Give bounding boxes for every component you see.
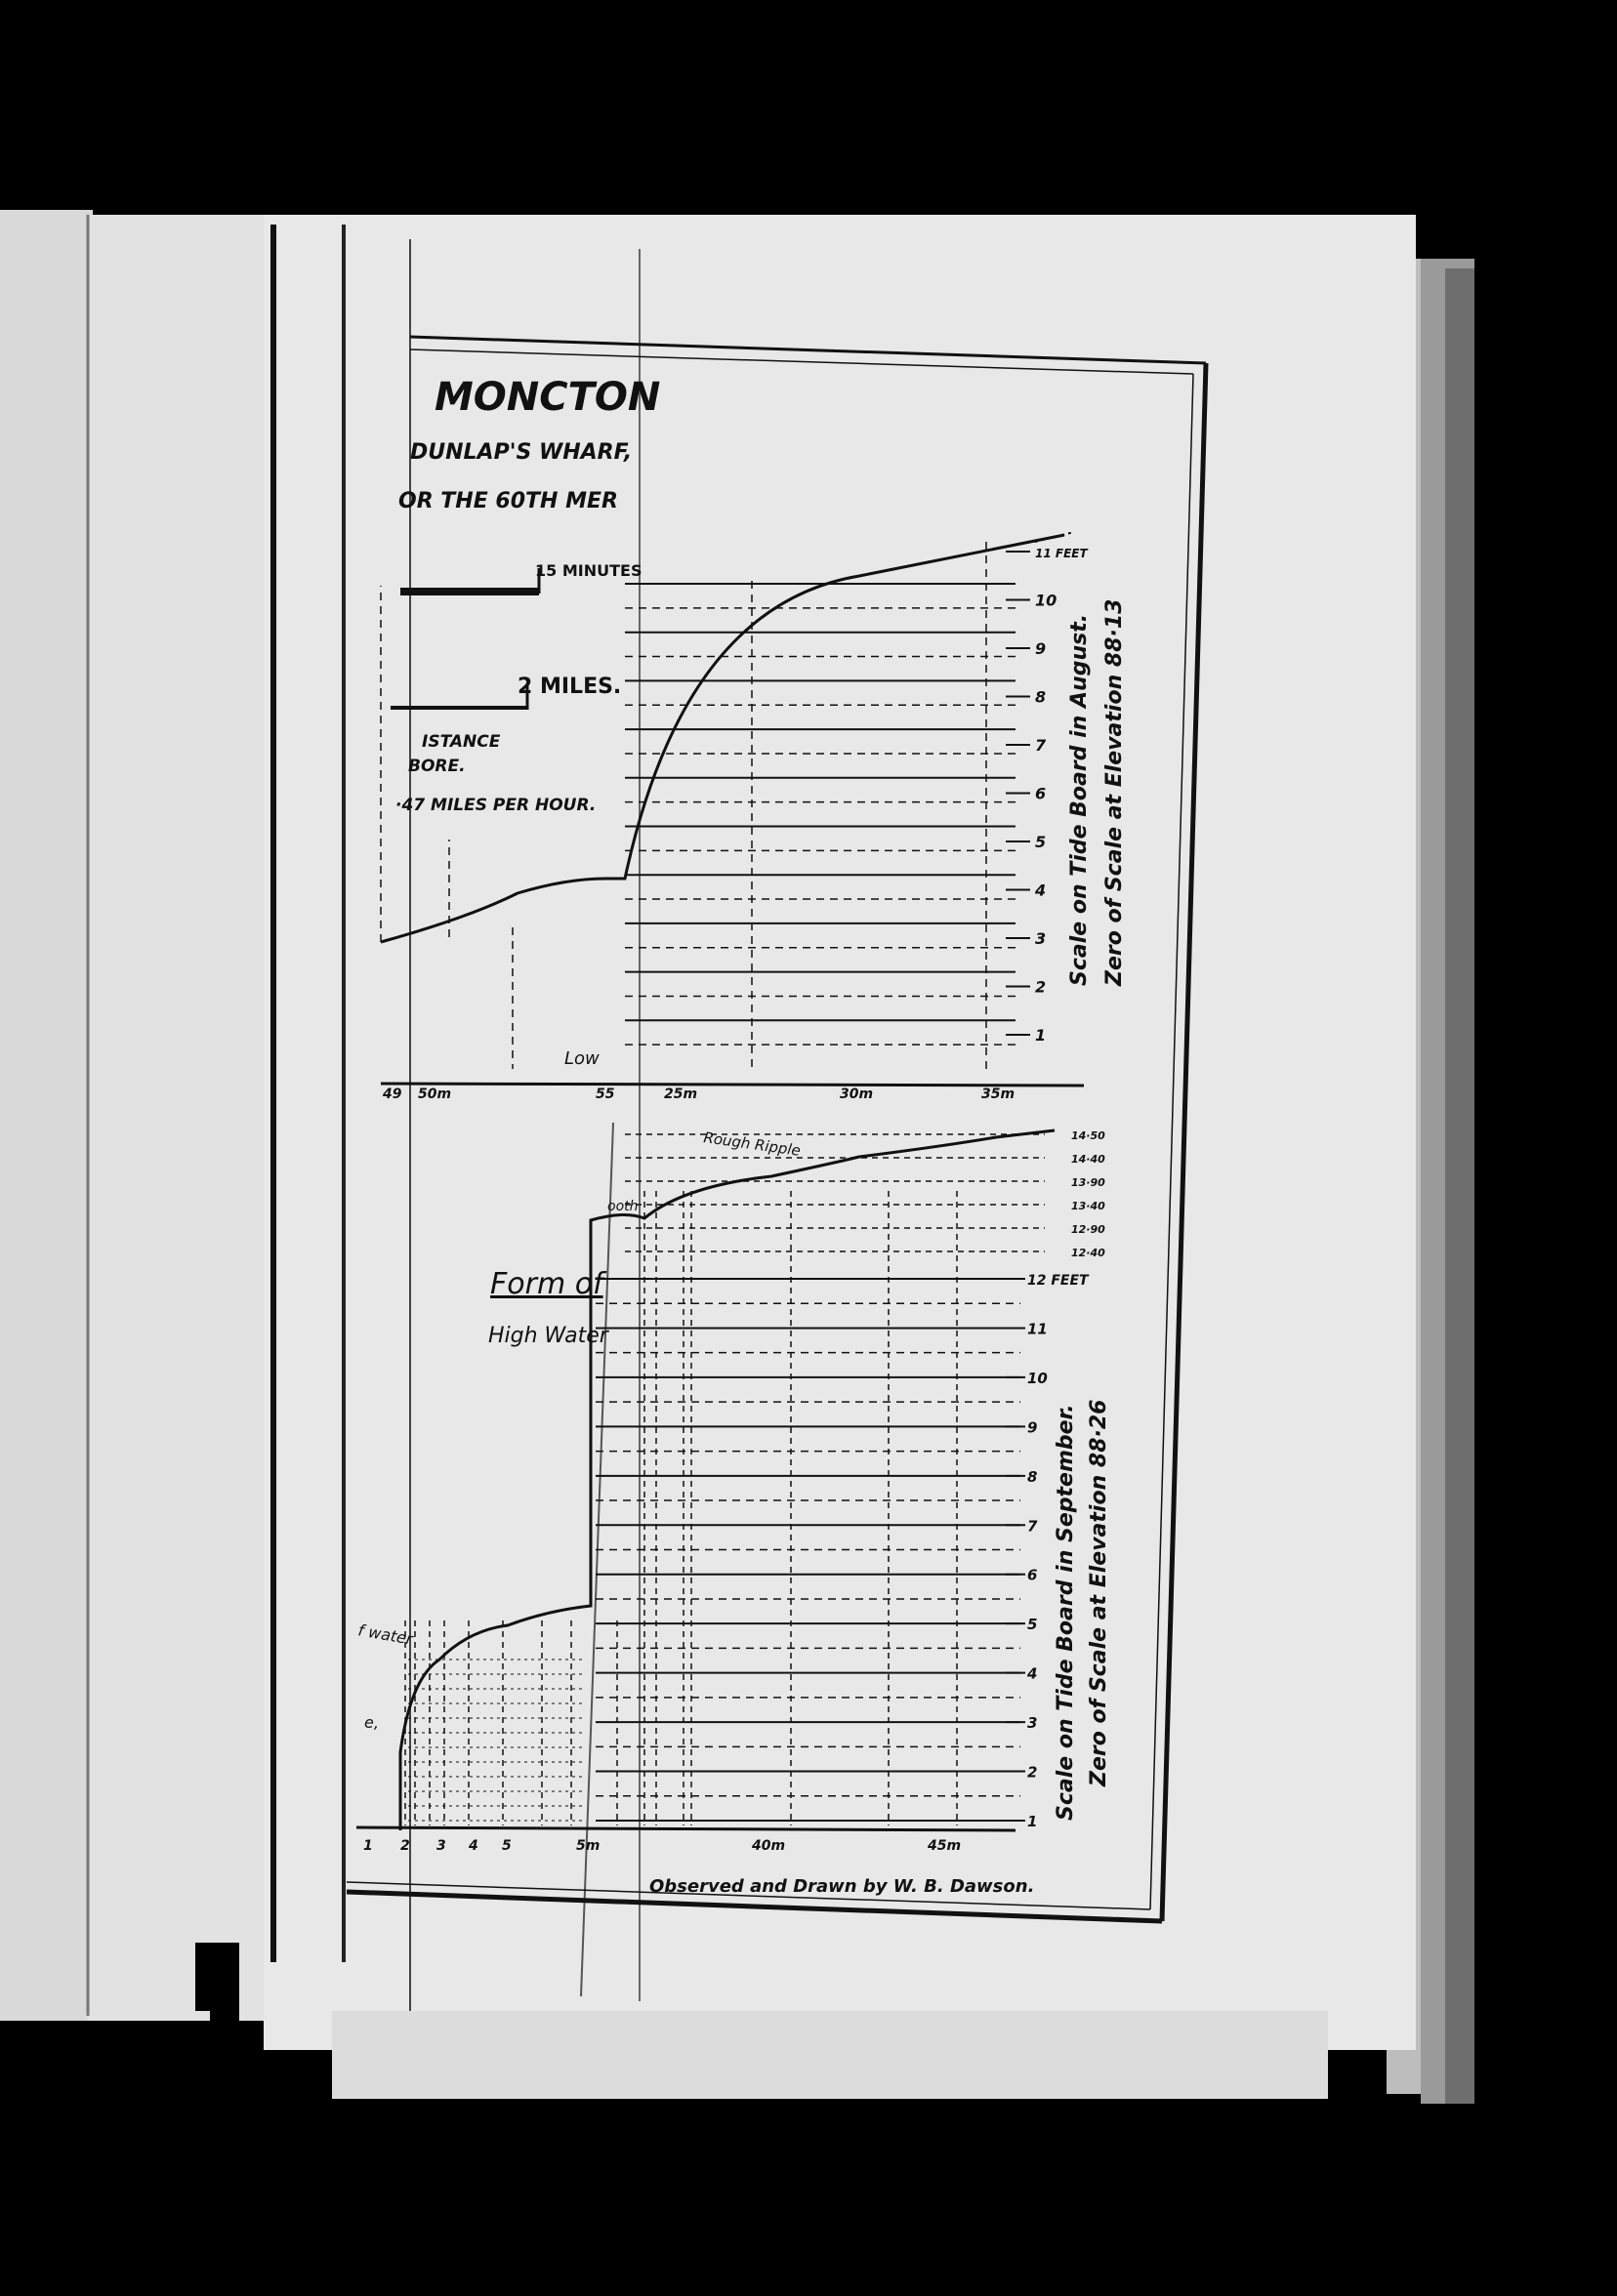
scale-miles: 2 MILES. bbox=[518, 675, 622, 699]
water-fragment: f water bbox=[356, 1620, 415, 1649]
bore-label: BORE. bbox=[408, 757, 466, 776]
bottom-decimal-mark: 13·90 bbox=[1071, 1176, 1105, 1189]
top-x-tick-label: 55 bbox=[596, 1086, 615, 1102]
bottom-feet-mark: 7 bbox=[1027, 1517, 1038, 1536]
top-feet-mark: 1 bbox=[1035, 1026, 1047, 1045]
bottom-x-tick-label: 4 bbox=[469, 1838, 478, 1854]
top-feet-mark: 9 bbox=[1035, 639, 1047, 658]
bottom-x-tick-label: 1 bbox=[363, 1838, 373, 1854]
top-x-tick-label: 25m bbox=[664, 1086, 698, 1102]
bottom-feet-mark: 1 bbox=[1027, 1813, 1038, 1830]
bottom-decimal-mark: 12·90 bbox=[1071, 1223, 1105, 1236]
comma-fragment: e, bbox=[364, 1713, 379, 1732]
top-x-axis bbox=[381, 1084, 1084, 1086]
scale-minutes: 15 MINUTES bbox=[535, 561, 643, 580]
credit-line: Observed and Drawn by W. B. Dawson. bbox=[649, 1876, 1035, 1897]
top-feet-mark: 6 bbox=[1035, 784, 1047, 803]
top-side-label-2: Zero of Scale at Elevation 88·13 bbox=[1102, 598, 1127, 986]
top-x-tick-label: 50m bbox=[418, 1086, 452, 1102]
bottom-x-tick-label: 45m bbox=[928, 1838, 962, 1854]
bottom-x-tick-label: 40m bbox=[752, 1838, 786, 1854]
rough-ripple-label: Rough Ripple bbox=[702, 1128, 802, 1160]
bottom-decimal-mark: 12·40 bbox=[1071, 1247, 1105, 1259]
form-heading: Form of bbox=[490, 1267, 603, 1301]
bottom-feet-mark: 12 FEET bbox=[1027, 1273, 1089, 1289]
top-x-tick-label: 49 bbox=[383, 1086, 402, 1102]
bottom-feet-mark: 9 bbox=[1027, 1418, 1038, 1437]
bottom-x-tick-label: 2 bbox=[400, 1838, 410, 1854]
bottom-side-label-1: Scale on Tide Board in September. bbox=[1054, 1404, 1078, 1821]
form-subheading: High Water bbox=[488, 1324, 608, 1348]
bottom-x-tick-label: 5m bbox=[576, 1838, 601, 1854]
bottom-decimal-mark: 14·50 bbox=[1071, 1129, 1105, 1142]
bottom-feet-mark: 3 bbox=[1027, 1714, 1038, 1733]
bottom-feet-mark: 4 bbox=[1027, 1664, 1038, 1683]
title-line2: OR THE 60TH MER bbox=[398, 489, 618, 513]
top-feet-mark: 2 bbox=[1035, 977, 1047, 997]
top-x-tick-label: 30m bbox=[840, 1086, 874, 1102]
left-page bbox=[0, 210, 264, 2050]
top-feet-mark: 3 bbox=[1035, 929, 1047, 948]
speed-label: ·47 MILES PER HOUR. bbox=[395, 796, 597, 815]
top-feet-mark: 8 bbox=[1035, 687, 1047, 707]
top-side-label-1: Scale on Tide Board in August. bbox=[1067, 613, 1092, 986]
title-main: MONCTON bbox=[435, 375, 661, 420]
bottom-decimal-mark: 14·40 bbox=[1071, 1153, 1105, 1166]
bottom-feet-mark: 5 bbox=[1027, 1616, 1038, 1634]
bottom-feet-mark: 8 bbox=[1027, 1467, 1038, 1486]
distance-label: ISTANCE bbox=[422, 732, 501, 752]
title-line1: DUNLAP'S WHARF, bbox=[410, 440, 633, 465]
top-feet-mark: 5 bbox=[1035, 833, 1047, 851]
top-feet-mark: 4 bbox=[1035, 881, 1047, 900]
top-x-tick-label: 35m bbox=[981, 1086, 1016, 1102]
bottom-feet-mark: 10 bbox=[1027, 1369, 1048, 1387]
top-feet-mark: 10 bbox=[1035, 591, 1057, 610]
low-label: Low bbox=[564, 1048, 600, 1069]
bottom-decimal-mark: 13·40 bbox=[1071, 1200, 1105, 1212]
bottom-x-tick-label: 3 bbox=[436, 1838, 446, 1854]
bottom-feet-mark: 6 bbox=[1027, 1566, 1038, 1584]
bottom-feet-mark: 11 bbox=[1027, 1320, 1048, 1338]
top-feet-mark: 7 bbox=[1035, 736, 1047, 755]
smooth-fragment: ooth bbox=[607, 1199, 639, 1214]
bottom-side-label-2: Zero of Scale at Elevation 88·26 bbox=[1087, 1399, 1111, 1786]
bottom-x-tick-label: 5 bbox=[502, 1838, 512, 1854]
bottom-feet-mark: 2 bbox=[1027, 1763, 1038, 1782]
top-feet-mark: 11 FEET bbox=[1035, 547, 1088, 560]
